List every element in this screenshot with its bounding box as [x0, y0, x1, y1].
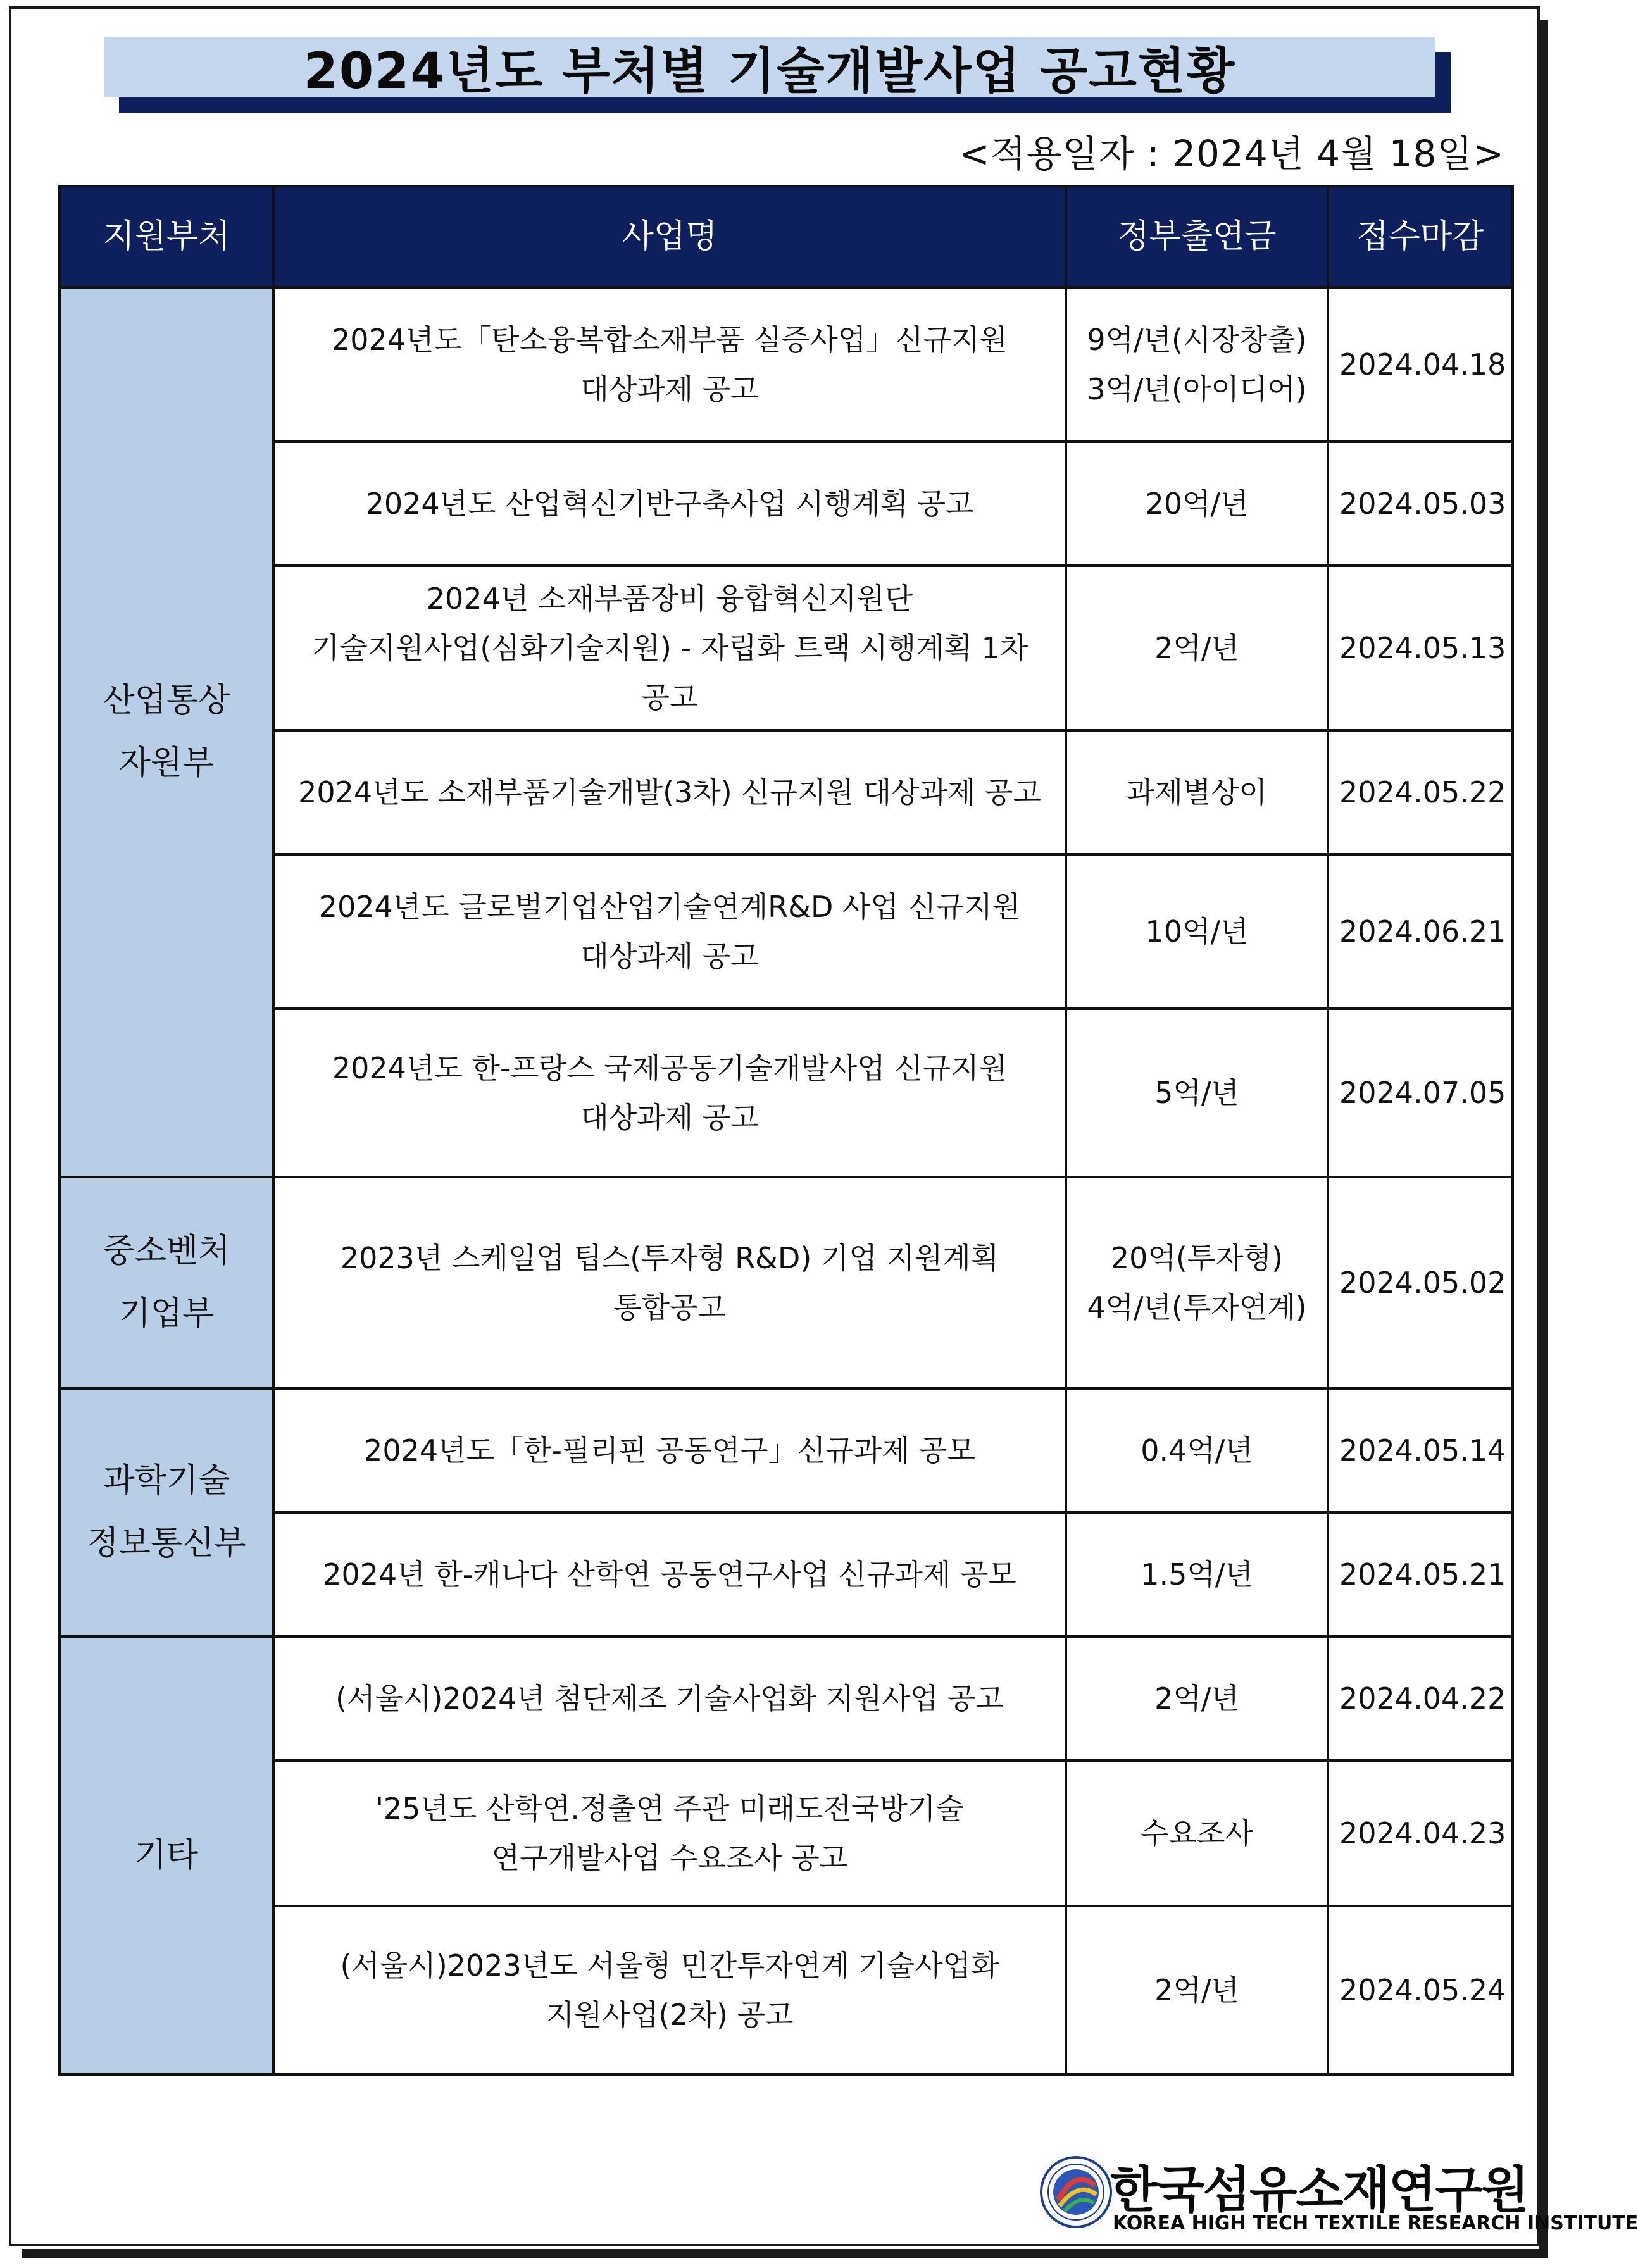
- project-cell: 2024년도 산업혁신기반구축사업 시행계획 공고: [273, 442, 1066, 566]
- project-cell: 2024년도 소재부품기술개발(3차) 신규지원 대상과제 공고: [273, 730, 1066, 854]
- project-cell: (서울시)2023년도 서울형 민간투자연계 기술사업화 지원사업(2차) 공고: [273, 1906, 1066, 2074]
- deadline-cell: 2024.05.02: [1328, 1177, 1513, 1388]
- funding-cell: 5억/년: [1066, 1009, 1328, 1177]
- table-row: [59, 1512, 1513, 1636]
- project-cell: 2023년 스케일업 팁스(투자형 R&D) 기업 지원계획 통합공고: [273, 1177, 1066, 1388]
- table-row: [59, 854, 1513, 1009]
- table-row: [59, 1906, 1513, 2074]
- dept-cell: 산업통상 자원부: [59, 287, 273, 1177]
- table-header-row: [59, 186, 1513, 287]
- project-cell: (서울시)2024년 첨단제조 기술사업화 지원사업 공고: [273, 1636, 1066, 1760]
- header-dept: 지원부처: [59, 186, 273, 287]
- table-row: [59, 442, 1513, 566]
- deadline-cell: 2024.04.22: [1328, 1636, 1513, 1760]
- funding-cell: 1.5억/년: [1066, 1512, 1328, 1636]
- deadline-cell: 2024.04.23: [1328, 1760, 1513, 1906]
- project-cell: 2024년도 한-프랑스 국제공동기술개발사업 신규지원 대상과제 공고: [273, 1009, 1066, 1177]
- funding-cell: 20억/년: [1066, 442, 1328, 566]
- project-cell: 2024년 한-캐나다 산학연 공동연구사업 신규과제 공모: [273, 1512, 1066, 1636]
- deadline-cell: 2024.06.21: [1328, 854, 1513, 1009]
- project-cell: 2024년도 글로벌기업산업기술연계R&D 사업 신규지원 대상과제 공고: [273, 854, 1066, 1009]
- funding-cell: 수요조사: [1066, 1760, 1328, 1906]
- funding-cell: 2억/년: [1066, 1906, 1328, 2074]
- table-row: [59, 1177, 1513, 1388]
- institute-emblem-icon: [1039, 2155, 1113, 2229]
- dept-cell: 기타: [59, 1636, 273, 2074]
- deadline-cell: 2024.04.18: [1328, 287, 1513, 442]
- table-body: [59, 287, 1513, 2074]
- funding-cell: 과제별상이: [1066, 730, 1328, 854]
- deadline-cell: 2024.05.14: [1328, 1388, 1513, 1512]
- header-funding: 정부출연금: [1066, 186, 1328, 287]
- funding-cell: 2억/년: [1066, 566, 1328, 730]
- apply-date: <적용일자 : 2024년 4월 18일>: [959, 132, 1504, 175]
- deadline-cell: 2024.05.22: [1328, 730, 1513, 854]
- project-cell: '25년도 산학연.정출연 주관 미래도전국방기술 연구개발사업 수요조사 공고: [273, 1760, 1066, 1906]
- institute-logo: [1035, 2150, 1638, 2245]
- project-cell: 2024년도「탄소융복합소재부품 실증사업」신규지원 대상과제 공고: [273, 287, 1066, 442]
- deadline-cell: 2024.05.21: [1328, 1512, 1513, 1636]
- announcement-table: [58, 185, 1514, 2076]
- page-title: 2024년도 부처별 기술개발사업 공고현황: [303, 43, 1236, 100]
- table-row: [59, 287, 1513, 442]
- title-banner: [104, 37, 1435, 100]
- logo-name-en: KOREA HIGH TECH TEXTILE RESEARCH INSTITUTE: [1113, 2212, 1638, 2234]
- funding-cell: 20억(투자형) 4억/년(투자연계): [1066, 1177, 1328, 1388]
- deadline-cell: 2024.07.05: [1328, 1009, 1513, 1177]
- table-row: [59, 1760, 1513, 1906]
- table-row: [59, 730, 1513, 854]
- dept-cell: 중소벤처 기업부: [59, 1177, 273, 1388]
- header-deadline: 접수마감: [1328, 186, 1513, 287]
- dept-cell: 과학기술 정보통신부: [59, 1388, 273, 1636]
- logo-name-kr: 한국섬유소재연구원: [1110, 2162, 1529, 2219]
- deadline-cell: 2024.05.13: [1328, 566, 1513, 730]
- funding-cell: 9억/년(시장창출) 3억/년(아이디어): [1066, 287, 1328, 442]
- table-row: [59, 1388, 1513, 1512]
- project-cell: 2024년 소재부품장비 융합혁신지원단 기술지원사업(심화기술지원) - 자립화 트랙 시행계획 1차 공고: [273, 566, 1066, 730]
- table-row: [59, 1009, 1513, 1177]
- deadline-cell: 2024.05.03: [1328, 442, 1513, 566]
- header-project: 사업명: [273, 186, 1066, 287]
- table-row: [59, 566, 1513, 730]
- table-row: [59, 1636, 1513, 1760]
- project-cell: 2024년도「한-필리핀 공동연구」신규과제 공모: [273, 1388, 1066, 1512]
- funding-cell: 10억/년: [1066, 854, 1328, 1009]
- deadline-cell: 2024.05.24: [1328, 1906, 1513, 2074]
- funding-cell: 2억/년: [1066, 1636, 1328, 1760]
- funding-cell: 0.4억/년: [1066, 1388, 1328, 1512]
